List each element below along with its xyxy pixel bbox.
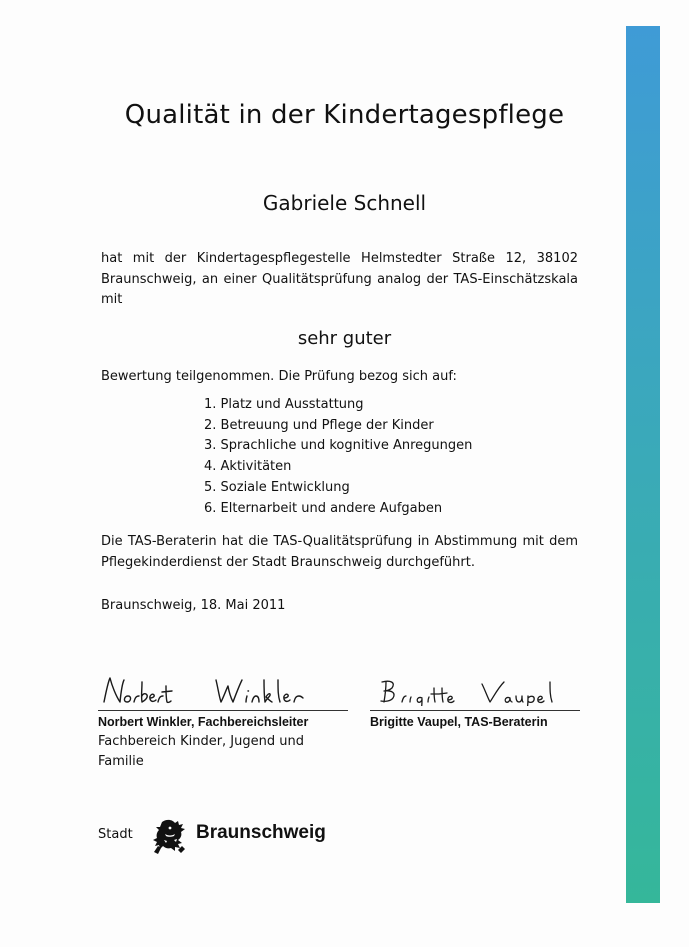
rating-text: sehr guter — [297, 328, 392, 349]
signatory-department: Fachbereich Kinder, Jugend und Familie — [98, 734, 304, 769]
signature-block-left — [98, 672, 348, 772]
signature-block-right — [370, 676, 580, 729]
logo-prefix-text: Stadt — [98, 827, 133, 842]
logo-brand-text: Braunschweig — [196, 822, 326, 843]
signature-line-left — [98, 710, 348, 711]
decorative-gradient-bar — [626, 26, 660, 903]
list-item: 2. Betreuung und Pflege der Kinder — [204, 417, 434, 433]
signatory-name-left: Norbert Winkler, Fachbereichsleiter — [98, 715, 309, 729]
signature-brigitte-vaupel — [370, 676, 580, 706]
recipient-name: Gabriele Schnell — [262, 191, 427, 215]
place-and-date: Braunschweig, 18. Mai 2011 — [101, 598, 286, 613]
list-item: 4. Aktivitäten — [204, 459, 292, 475]
signature-norbert-winkler — [98, 672, 348, 706]
list-item: 5. Soziale Entwicklung — [204, 479, 350, 495]
list-item: 6. Elternarbeit und andere Aufgaben — [204, 500, 443, 516]
list-item: 1. Platz und Ausstattung — [204, 397, 364, 412]
signature-line-right — [370, 710, 580, 711]
intro-paragraph: hat mit der Kindertagespflegestelle Helmstedter Straße 12, 38102 Braunschweig, an einer Qualitätsprüfung analog der TAS-Einschätzskala mit — [101, 251, 578, 307]
signatory-name-right: Brigitte Vaupel, TAS-Beraterin — [370, 715, 548, 729]
closing-paragraph: Die TAS-Beraterin hat die TAS-Qualitätsprüfung in Abstimmung mit dem Pflegekinderdienst der Stadt Braunschweig durchgeführt. — [101, 534, 578, 570]
list-item: 3. Sprachliche und kognitive Anregungen — [204, 438, 473, 454]
evaluation-paragraph: Bewertung teilgenommen. Die Prüfung bezog sich auf: — [101, 369, 457, 384]
evaluation-areas-list — [204, 395, 472, 519]
certificate-title: Qualität in der Kindertagespflege — [124, 100, 565, 130]
braunschweig-lion-icon — [148, 818, 192, 862]
